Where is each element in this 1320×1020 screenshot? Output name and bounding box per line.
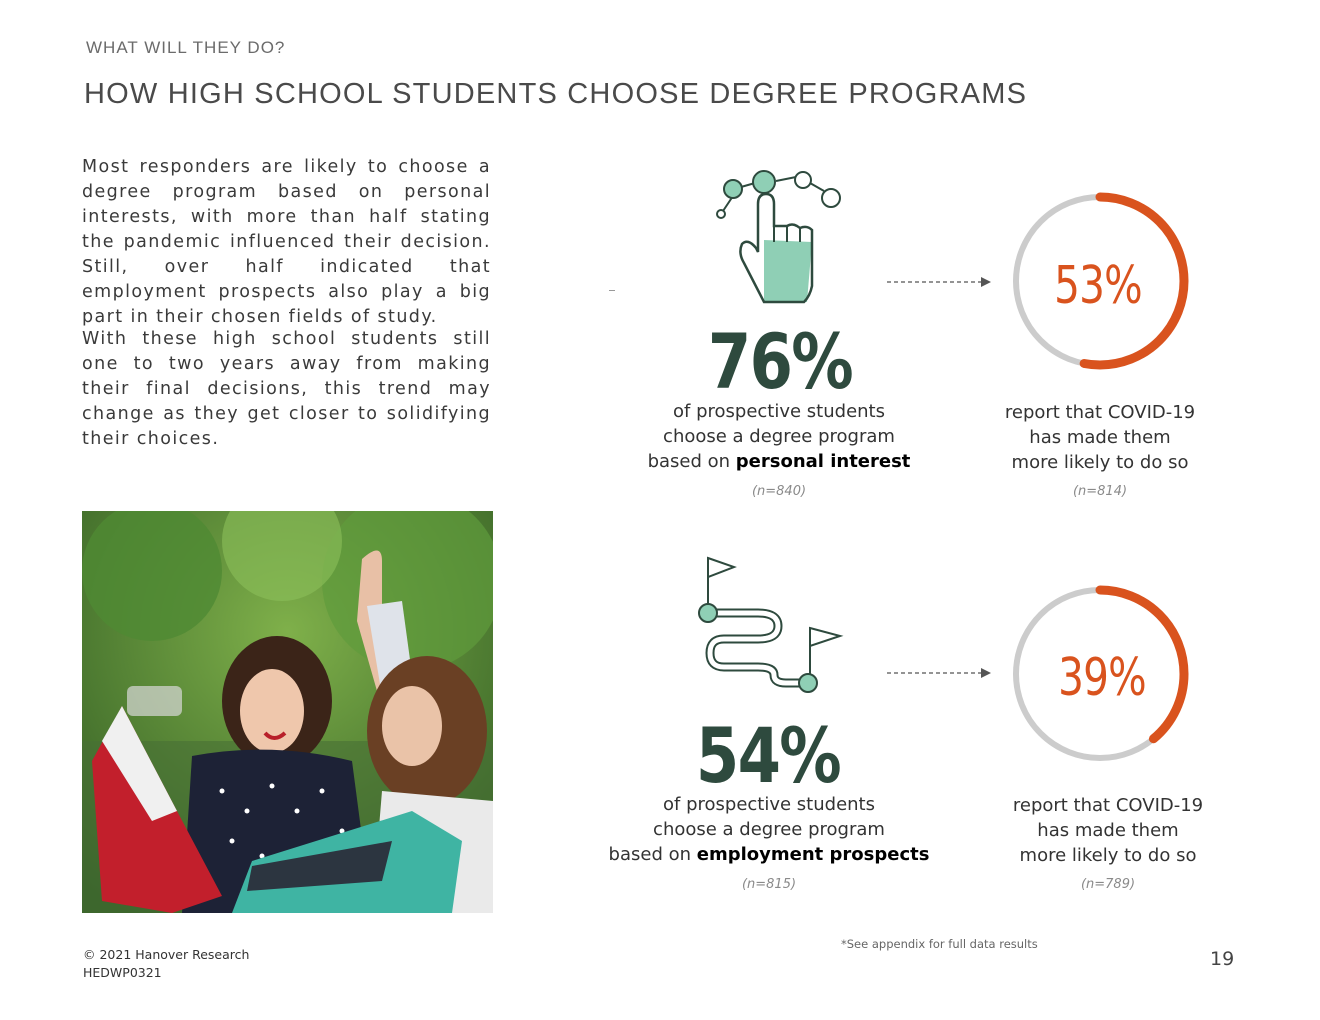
sample-size-label: (n=789) xyxy=(1080,877,1136,892)
copyright-line: © 2021 Hanover Research xyxy=(83,947,250,962)
desc-line: has made them xyxy=(1029,427,1171,448)
document-code: HEDWP0321 xyxy=(83,965,162,980)
desc-emphasis: employment prospects xyxy=(696,844,930,865)
stray-dash xyxy=(609,290,615,291)
stat-personal-interest-percent: 76% xyxy=(707,317,853,406)
intro-paragraph-2: With these high school students still one to two years away from making their final decisions, this trend may change as they get closer to solidifying their choices. xyxy=(82,329,491,449)
desc-line: more likely to do so xyxy=(1019,845,1197,866)
desc-line: has made them xyxy=(1037,820,1179,841)
covid-percent-1: 53% xyxy=(1054,256,1142,316)
desc-line xyxy=(614,449,944,474)
copyright xyxy=(83,946,249,982)
desc-line: report that COVID-19 xyxy=(1012,795,1204,816)
sample-size-label: (n=814) xyxy=(1072,484,1128,499)
arrow-right-icon xyxy=(885,274,995,293)
path-flags-icon xyxy=(690,553,850,707)
sample-size-label: (n=815) xyxy=(741,877,797,892)
desc-line: choose a degree program xyxy=(663,426,895,447)
arrow-right-icon xyxy=(885,665,995,684)
stat-employment-description xyxy=(604,792,934,867)
stat-personal-interest-description xyxy=(614,399,944,474)
covid-percent-2: 39% xyxy=(1058,648,1146,708)
desc-line: more likely to do so xyxy=(1011,452,1189,473)
intro-paragraph-1: Most responders are likely to choose a degree program based on personal interests, with more than half stating the pandemic influenced their decision. Still, over half indicated that employment prospects also play a big part in their chosen fields of study. xyxy=(82,157,491,327)
desc-line: choose a degree program xyxy=(653,819,885,840)
desc-emphasis: personal interest xyxy=(735,451,911,472)
desc-line xyxy=(604,842,934,867)
page-title: HOW HIGH SCHOOL STUDENTS CHOOSE DEGREE PROGRAMS xyxy=(84,78,1028,110)
desc-line: of prospective students xyxy=(663,794,875,815)
desc-prefix: based on xyxy=(647,451,736,472)
hand-pointer-icon xyxy=(712,168,847,312)
appendix-footnote: *See appendix for full data results xyxy=(841,937,1038,951)
desc-line: report that COVID-19 xyxy=(1004,402,1196,423)
page-number: 19 xyxy=(1210,948,1235,970)
stat-employment-percent: 54% xyxy=(695,711,841,800)
students-photo xyxy=(82,511,493,913)
sample-size-label: (n=840) xyxy=(751,484,807,499)
desc-prefix: based on xyxy=(608,844,697,865)
section-kicker: WHAT WILL THEY DO? xyxy=(86,38,286,57)
covid-description-2 xyxy=(943,793,1273,868)
desc-line: of prospective students xyxy=(673,401,885,422)
covid-description-1 xyxy=(935,400,1265,475)
